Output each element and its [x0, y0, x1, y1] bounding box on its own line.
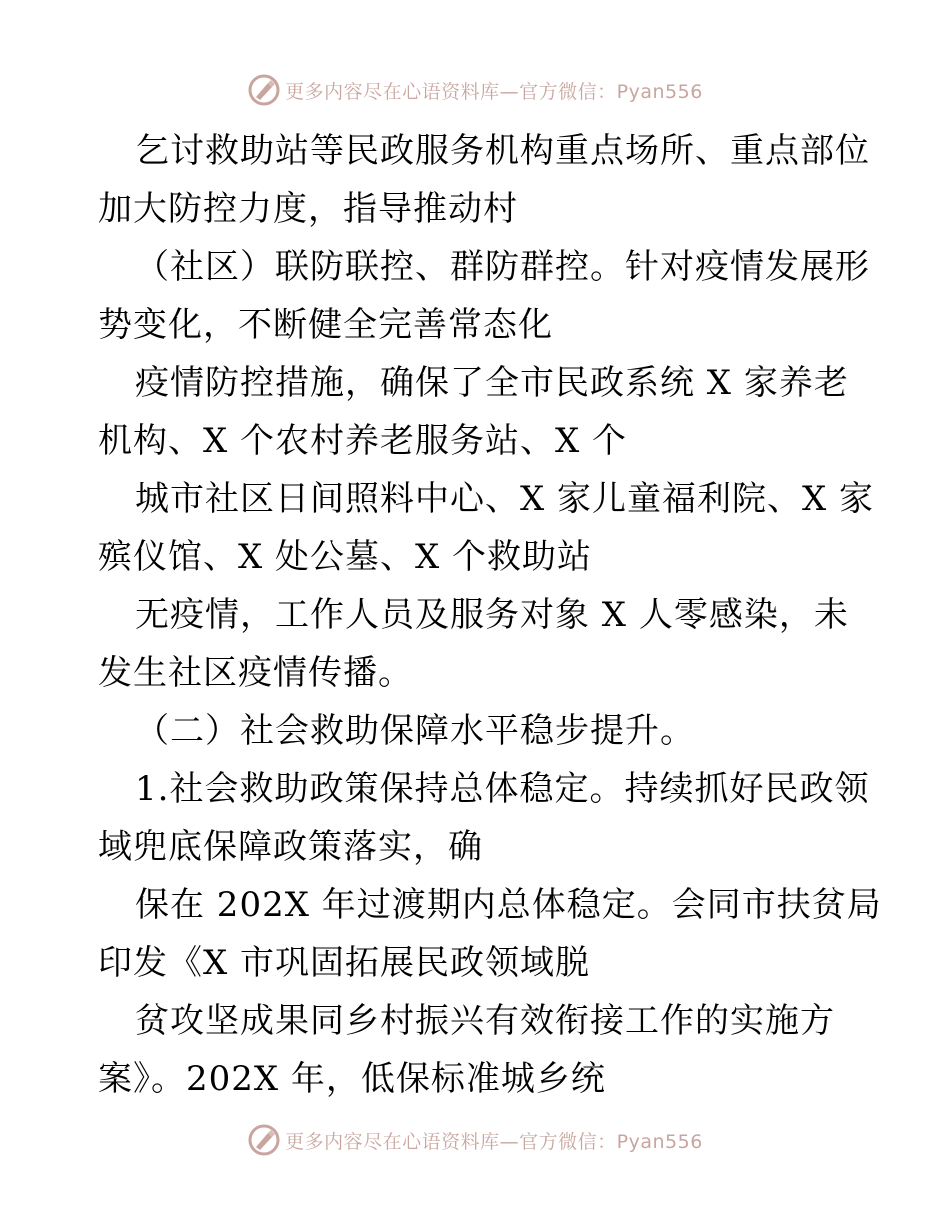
document-body: [98, 122, 882, 1108]
text-line: 乞讨救助站等民政服务机构重点场所、重点部位: [135, 131, 870, 171]
pen-logo-icon: [247, 1123, 281, 1157]
text-line: 加大防控力度，指导推动村: [98, 189, 518, 229]
text-line: 印发《X 市巩固拓展民政领域脱: [98, 943, 591, 983]
section-heading: （二）社会救助保障水平稳步提升。: [135, 711, 695, 751]
text-line: 贫攻坚成果同乡村振兴有效衔接工作的实施方: [135, 1001, 835, 1041]
text-line: 案》。202X 年，低保标准城乡统: [98, 1059, 606, 1099]
text-line: 城市社区日间照料中心、X 家儿童福利院、X 家: [135, 479, 875, 519]
footer-watermark: [0, 1122, 950, 1158]
pen-logo-icon: [247, 73, 281, 107]
text-line: 1.社会救助政策保持总体稳定。持续抓好民政领: [135, 769, 870, 809]
text-line: 机构、X 个农村养老服务站、X 个: [98, 421, 628, 461]
watermark-text: 更多内容尽在心语资料库—官方微信：Pyan556: [285, 1130, 703, 1153]
text-line: 殡仪馆、X 处公墓、X 个救助站: [98, 537, 593, 577]
header-watermark: [0, 72, 950, 108]
watermark-text: 更多内容尽在心语资料库—官方微信：Pyan556: [285, 80, 703, 103]
text-line: 无疫情，工作人员及服务对象 X 人零感染，未: [135, 595, 849, 635]
text-line: （社区）联防联控、群防群控。针对疫情发展形: [135, 247, 870, 287]
text-line: 域兜底保障政策落实，确: [98, 827, 483, 867]
text-line: 疫情防控措施，确保了全市民政系统 X 家养老: [135, 363, 849, 403]
text-line: 发生社区疫情传播。: [98, 653, 413, 693]
text-line: 保在 202X 年过渡期内总体稳定。会同市扶贫局: [135, 885, 882, 925]
text-line: 势变化，不断健全完善常态化: [98, 305, 553, 345]
